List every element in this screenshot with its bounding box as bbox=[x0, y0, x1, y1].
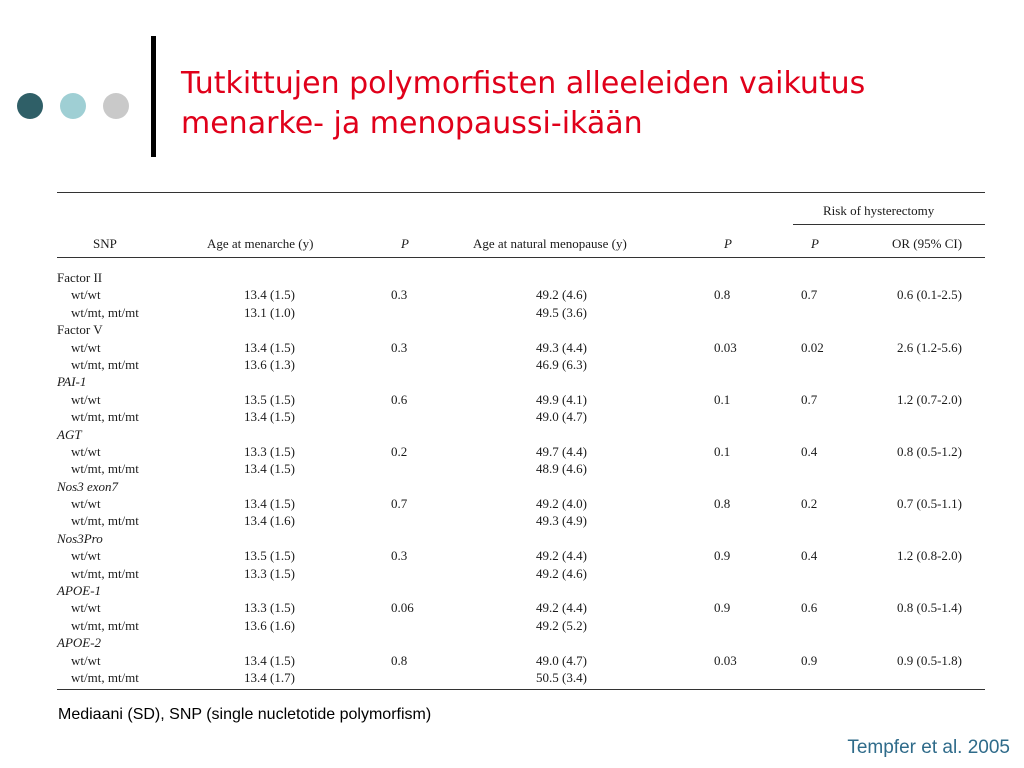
cell-or: 0.9 (0.5-1.8) bbox=[897, 652, 962, 668]
snp-group-name: AGT bbox=[57, 426, 82, 442]
cell-genotype: wt/wt bbox=[71, 548, 101, 564]
cell-age-menarche: 13.5 (1.5) bbox=[244, 548, 295, 564]
table-row bbox=[57, 409, 985, 426]
table-group-row bbox=[57, 531, 985, 548]
cell-age-menarche: 13.4 (1.5) bbox=[244, 287, 295, 303]
table-group-row bbox=[57, 322, 985, 339]
cell-age-menopause: 49.7 (4.4) bbox=[536, 443, 587, 459]
cell-genotype: wt/wt bbox=[71, 496, 101, 512]
cell-p-menarche: 0.3 bbox=[391, 339, 408, 355]
table-group-row bbox=[57, 374, 985, 391]
cell-p-hysterectomy: 0.02 bbox=[801, 339, 824, 355]
snp-group-name: PAI-1 bbox=[57, 374, 87, 390]
header-age-menarche: Age at menarche (y) bbox=[207, 236, 314, 251]
table-row bbox=[57, 305, 985, 322]
cell-age-menopause: 46.9 (6.3) bbox=[536, 356, 587, 372]
cell-p-menopause: 0.1 bbox=[714, 443, 731, 459]
cell-genotype: wt/wt bbox=[71, 443, 101, 459]
table-row bbox=[57, 357, 985, 374]
table-row bbox=[57, 287, 985, 304]
cell-age-menarche: 13.4 (1.5) bbox=[244, 652, 295, 668]
cell-age-menarche: 13.6 (1.6) bbox=[244, 617, 295, 633]
slide-title bbox=[181, 64, 1001, 144]
cell-age-menarche: 13.4 (1.5) bbox=[244, 339, 295, 355]
cell-p-menopause: 0.1 bbox=[714, 391, 731, 407]
cell-age-menopause: 49.2 (4.4) bbox=[536, 600, 587, 616]
cell-genotype: wt/mt, mt/mt bbox=[71, 356, 139, 372]
cell-age-menarche: 13.4 (1.5) bbox=[244, 461, 295, 477]
cell-p-menopause: 0.9 bbox=[714, 600, 731, 616]
cell-genotype: wt/mt, mt/mt bbox=[71, 669, 139, 685]
snp-group-name: Factor II bbox=[57, 270, 103, 285]
footnote: Mediaani (SD), SNP (single nucletotide polymorfism) bbox=[58, 706, 432, 723]
table-row bbox=[57, 600, 985, 617]
cell-genotype: wt/mt, mt/mt bbox=[71, 513, 139, 529]
header-or: OR (95% CI) bbox=[892, 236, 963, 251]
risk-group-rule bbox=[793, 224, 985, 225]
table-group-row bbox=[57, 583, 985, 600]
table-row bbox=[57, 548, 985, 565]
cell-genotype: wt/mt, mt/mt bbox=[71, 617, 139, 633]
title-line-1: Tutkittujen polymorfisten alleeleiden vaikutus bbox=[181, 66, 866, 101]
cell-age-menarche: 13.4 (1.7) bbox=[244, 669, 295, 685]
cell-age-menopause: 49.3 (4.9) bbox=[536, 513, 587, 529]
cell-age-menarche: 13.1 (1.0) bbox=[244, 304, 295, 320]
header-rule bbox=[57, 257, 985, 258]
table-bottom-rule bbox=[57, 689, 985, 690]
citation: Tempfer et al. 2005 bbox=[847, 737, 1010, 758]
cell-age-menarche: 13.6 (1.3) bbox=[244, 356, 295, 372]
cell-p-hysterectomy: 0.4 bbox=[801, 443, 818, 459]
cell-p-menarche: 0.8 bbox=[391, 652, 408, 668]
table-group-row bbox=[57, 479, 985, 496]
cell-genotype: wt/mt, mt/mt bbox=[71, 565, 139, 581]
cell-age-menopause: 49.9 (4.1) bbox=[536, 391, 587, 407]
cell-or: 0.6 (0.1-2.5) bbox=[897, 287, 962, 303]
cell-or: 0.7 (0.5-1.1) bbox=[897, 496, 962, 512]
cell-age-menarche: 13.3 (1.5) bbox=[244, 565, 295, 581]
cell-or: 0.8 (0.5-1.2) bbox=[897, 443, 962, 459]
table-group-row bbox=[57, 427, 985, 444]
cell-age-menopause: 48.9 (4.6) bbox=[536, 461, 587, 477]
table-row bbox=[57, 461, 985, 478]
header-p-menarche: P bbox=[401, 236, 409, 251]
cell-genotype: wt/wt bbox=[71, 339, 101, 355]
cell-p-menopause: 0.8 bbox=[714, 287, 731, 303]
table-row bbox=[57, 444, 985, 461]
cell-p-menopause: 0.9 bbox=[714, 548, 731, 564]
cell-age-menopause: 49.2 (4.6) bbox=[536, 287, 587, 303]
cell-age-menarche: 13.4 (1.5) bbox=[244, 409, 295, 425]
snp-group-name: APOE-2 bbox=[57, 635, 102, 651]
cell-age-menarche: 13.4 (1.5) bbox=[244, 496, 295, 512]
table-top-rule bbox=[57, 192, 985, 193]
header-snp: SNP bbox=[93, 236, 117, 251]
cell-age-menarche: 13.3 (1.5) bbox=[244, 600, 295, 616]
snp-group-name: Nos3 exon7 bbox=[57, 478, 119, 494]
cell-p-menarche: 0.3 bbox=[391, 287, 408, 303]
table-body bbox=[57, 270, 985, 687]
bullet-dot-light bbox=[60, 93, 86, 119]
cell-or: 0.8 (0.5-1.4) bbox=[897, 600, 962, 616]
title-line-2: menarke- ja menopaussi-ikään bbox=[181, 106, 643, 141]
cell-age-menopause: 49.0 (4.7) bbox=[536, 652, 587, 668]
cell-or: 2.6 (1.2-5.6) bbox=[897, 339, 962, 355]
cell-p-hysterectomy: 0.7 bbox=[801, 287, 818, 303]
table-row bbox=[57, 392, 985, 409]
cell-genotype: wt/mt, mt/mt bbox=[71, 409, 139, 425]
cell-p-menopause: 0.8 bbox=[714, 496, 731, 512]
table-row bbox=[57, 653, 985, 670]
cell-genotype: wt/wt bbox=[71, 287, 101, 303]
cell-age-menopause: 49.0 (4.7) bbox=[536, 409, 587, 425]
table-row bbox=[57, 566, 985, 583]
cell-p-menopause: 0.03 bbox=[714, 652, 737, 668]
snp-group-name: APOE-1 bbox=[57, 583, 102, 599]
cell-p-hysterectomy: 0.2 bbox=[801, 496, 818, 512]
cell-age-menopause: 50.5 (3.4) bbox=[536, 669, 587, 685]
header-p-menopause: P bbox=[724, 236, 732, 251]
header-age-menopause: Age at natural menopause (y) bbox=[473, 236, 627, 251]
cell-p-menarche: 0.7 bbox=[391, 496, 408, 512]
cell-p-hysterectomy: 0.6 bbox=[801, 600, 818, 616]
cell-p-hysterectomy: 0.7 bbox=[801, 391, 818, 407]
cell-age-menopause: 49.2 (4.0) bbox=[536, 496, 587, 512]
cell-p-hysterectomy: 0.9 bbox=[801, 652, 818, 668]
cell-age-menopause: 49.2 (4.6) bbox=[536, 565, 587, 581]
table-row bbox=[57, 618, 985, 635]
cell-age-menopause: 49.2 (4.4) bbox=[536, 548, 587, 564]
cell-genotype: wt/mt, mt/mt bbox=[71, 304, 139, 320]
cell-p-menarche: 0.3 bbox=[391, 548, 408, 564]
cell-genotype: wt/mt, mt/mt bbox=[71, 461, 139, 477]
table-row bbox=[57, 670, 985, 687]
cell-genotype: wt/wt bbox=[71, 391, 101, 407]
table-row bbox=[57, 496, 985, 513]
header-p-hysterectomy: P bbox=[811, 236, 819, 251]
cell-genotype: wt/wt bbox=[71, 600, 101, 616]
cell-p-menarche: 0.6 bbox=[391, 391, 408, 407]
cell-age-menarche: 13.5 (1.5) bbox=[244, 391, 295, 407]
cell-p-menarche: 0.2 bbox=[391, 443, 408, 459]
cell-p-menarche: 0.06 bbox=[391, 600, 414, 616]
table-group-row bbox=[57, 635, 985, 652]
cell-or: 1.2 (0.8-2.0) bbox=[897, 548, 962, 564]
cell-genotype: wt/wt bbox=[71, 652, 101, 668]
cell-age-menopause: 49.3 (4.4) bbox=[536, 339, 587, 355]
cell-age-menopause: 49.5 (3.6) bbox=[536, 304, 587, 320]
snp-group-name: Factor V bbox=[57, 322, 103, 338]
cell-p-menopause: 0.03 bbox=[714, 339, 737, 355]
cell-age-menopause: 49.2 (5.2) bbox=[536, 617, 587, 633]
cell-age-menarche: 13.4 (1.6) bbox=[244, 513, 295, 529]
cell-or: 1.2 (0.7-2.0) bbox=[897, 391, 962, 407]
table-row bbox=[57, 340, 985, 357]
table-group-row bbox=[57, 270, 985, 287]
title-divider bbox=[151, 36, 156, 157]
header-risk-of-hysterectomy: Risk of hysterectomy bbox=[823, 203, 935, 218]
bullet-dot-grey bbox=[103, 93, 129, 119]
cell-p-hysterectomy: 0.4 bbox=[801, 548, 818, 564]
bullet-dot-dark bbox=[17, 93, 43, 119]
table-row bbox=[57, 513, 985, 530]
cell-age-menarche: 13.3 (1.5) bbox=[244, 443, 295, 459]
snp-group-name: Nos3Pro bbox=[57, 530, 103, 546]
